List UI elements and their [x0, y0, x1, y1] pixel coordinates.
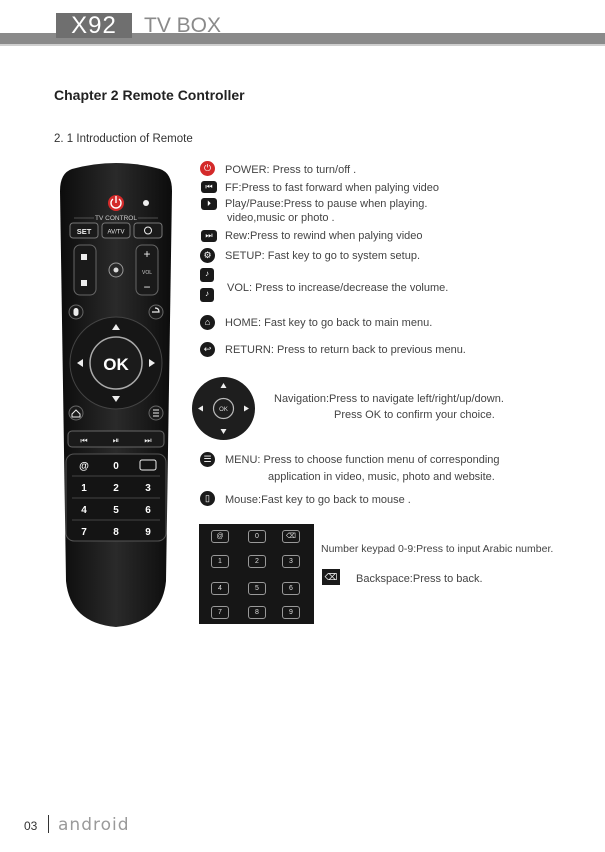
remote-key-8: 8: [113, 527, 119, 538]
mouse-icon: ▯: [200, 491, 215, 506]
return-desc: RETURN: Press to return back to previous menu.: [225, 344, 466, 356]
svg-text:⏮: ⏮: [80, 436, 88, 445]
menu-icon: ☰: [200, 452, 215, 467]
keypad-key-9: 9: [282, 606, 300, 619]
keypad-key-7: 7: [211, 606, 229, 619]
remote-key-4: 4: [81, 505, 87, 516]
keypad-key-6: 6: [282, 582, 300, 595]
return-icon: ↩: [200, 342, 215, 357]
remote-key-2: 2: [113, 483, 119, 494]
volume-down-icon: ♪: [200, 288, 214, 302]
android-logo: android: [58, 815, 130, 835]
menu-desc-1: MENU: Press to choose function menu of corresponding: [225, 454, 500, 466]
setup-icon: ⚙: [200, 248, 215, 263]
remote-key-9: 9: [145, 527, 151, 538]
svg-text:⏯: ⏯: [112, 436, 120, 445]
remote-tv-control-label: TV CONTROL: [95, 215, 137, 222]
product-name: TV BOX: [144, 14, 222, 37]
keypad-backspace-key: ⌫: [282, 530, 300, 543]
keypad-key-8: 8: [248, 606, 266, 619]
keypad-key-5: 5: [248, 582, 266, 595]
remote-key-3: 3: [145, 483, 151, 494]
volume-up-icon: ♪: [200, 268, 214, 282]
remote-key-6: 6: [145, 505, 151, 516]
backspace-icon: ⌫: [322, 569, 340, 585]
power-icon: ⏻: [200, 161, 215, 176]
keypad-desc: Number keypad 0-9:Press to input Arabic number.: [321, 543, 554, 555]
navigation-pad-illustration: [192, 377, 255, 440]
section-title: 2. 1 Introduction of Remote: [54, 133, 193, 145]
svg-text:−: −: [143, 280, 151, 294]
footer-divider: [48, 815, 49, 833]
setup-desc: SETUP: Fast key to go to system setup.: [225, 250, 421, 262]
mouse-desc: Mouse:Fast key to go back to mouse .: [225, 494, 411, 506]
page-number: 03: [24, 819, 38, 833]
remote-key-5: 5: [113, 505, 119, 516]
remote-key-7: 7: [81, 527, 87, 538]
header-underline: [0, 44, 605, 46]
keypad-key-1: 1: [211, 555, 229, 568]
svg-text:+: +: [143, 247, 151, 261]
number-keypad-illustration: [199, 524, 314, 624]
home-desc: HOME: Fast key to go back to main menu.: [225, 317, 433, 329]
remote-key-0: 0: [113, 461, 119, 472]
remote-avtv-key: AV/TV: [107, 229, 125, 236]
play-pause-icon: ⏵: [201, 198, 217, 210]
chapter-title: Chapter 2 Remote Controller: [54, 87, 245, 103]
rew-desc: Rew:Press to rewind when palying video: [225, 230, 423, 242]
backspace-desc: Backspace:Press to back.: [356, 573, 483, 585]
svg-text:⏭: ⏭: [144, 436, 152, 445]
keypad-key-4: 4: [211, 582, 229, 595]
keypad-key-at: @: [211, 530, 229, 543]
keypad-key-3: 3: [282, 555, 300, 568]
keypad-key-2: 2: [248, 555, 266, 568]
remote-vol-label: VOL: [141, 270, 153, 276]
rewind-icon: ⏭: [201, 230, 217, 242]
navpad-ok-label: OK: [219, 407, 228, 413]
remote-set-key: SET: [76, 227, 92, 236]
play-desc-2: video,music or photo .: [227, 212, 335, 224]
remote-ok-key: OK: [103, 355, 129, 374]
vol-desc: VOL: Press to increase/decrease the volume.: [227, 282, 449, 294]
power-desc: POWER: Press to turn/off .: [225, 164, 357, 176]
ff-desc: FF:Press to fast forward when palying video: [225, 182, 439, 194]
nav-desc-1: Navigation:Press to navigate left/right/up/down.: [274, 393, 504, 405]
home-icon: ⌂: [200, 315, 215, 330]
remote-illustration: [58, 161, 174, 629]
remote-key-at: @: [79, 461, 89, 472]
menu-desc-2: application in video, music, photo and website.: [268, 471, 495, 483]
model-badge: X92: [56, 13, 132, 38]
remote-key-1: 1: [81, 483, 87, 494]
nav-desc-2: Press OK to confirm your choice.: [334, 409, 495, 421]
play-desc-1: Play/Pause:Press to pause when playing.: [225, 198, 428, 210]
fast-forward-icon: ⏮: [201, 181, 217, 193]
keypad-key-0: 0: [248, 530, 266, 543]
